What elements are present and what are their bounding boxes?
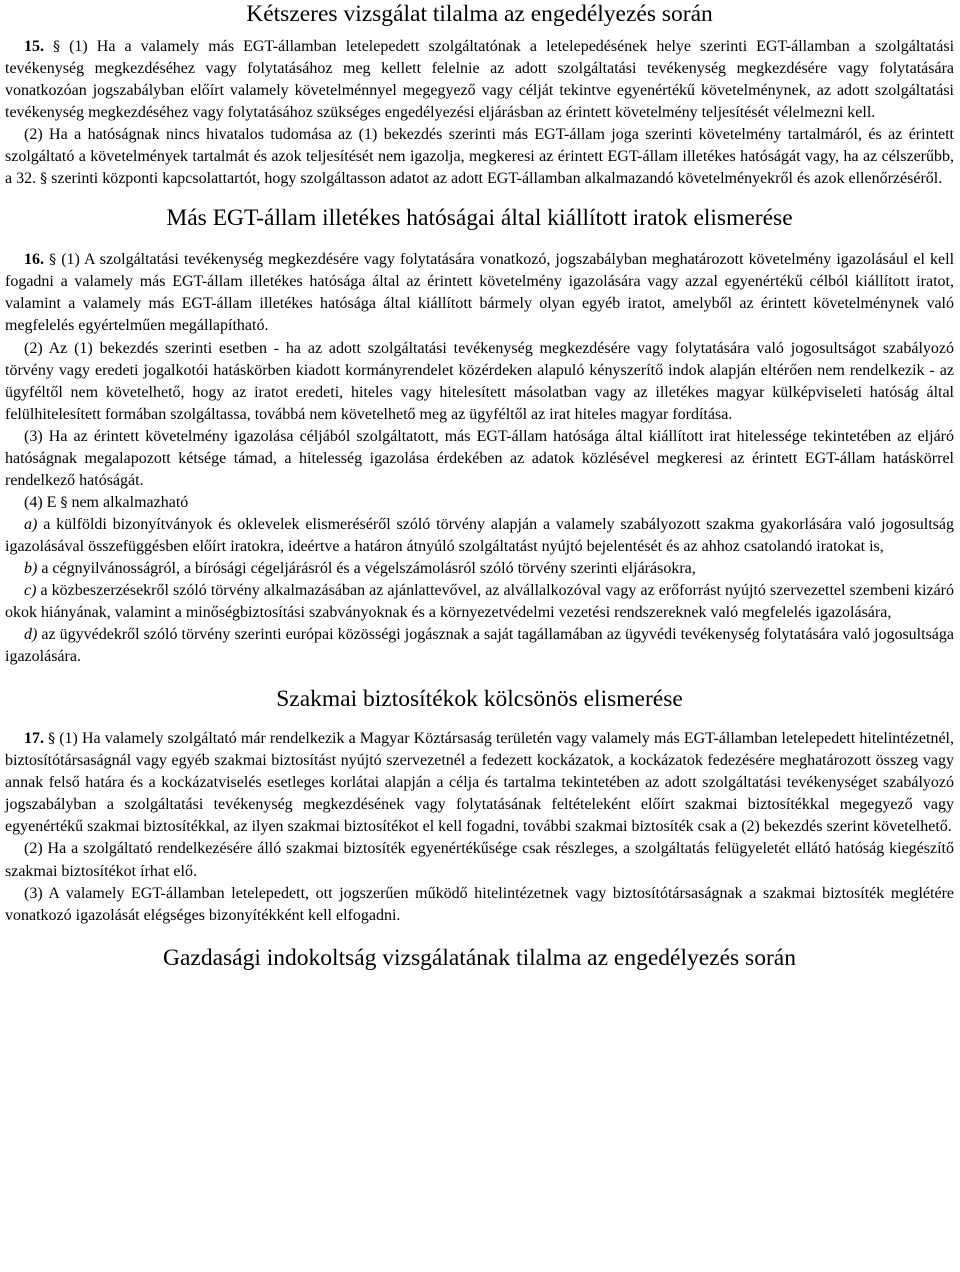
section-16-paragraph-1 — [5, 249, 954, 337]
section-number: 16. — [24, 251, 44, 269]
section-sign-icon: § — [60, 494, 68, 511]
section-16-paragraph-4 — [5, 492, 954, 514]
list-label: b) — [24, 559, 38, 577]
section-15-paragraph-2 — [5, 124, 954, 190]
list-item-b — [5, 558, 954, 580]
list-text: a külföldi bizonyítványok és oklevelek elismeréséről szóló törvény alapján a valamely szabályozott szakma gyakorlására való jogosultság igazolásával összefüggésben előírt iratokra, ideértve a határon átnyúló szolgáltatást nyújtó bejelentését és az ahhoz csatolandó iratokat is, — [5, 515, 955, 555]
paragraph-text: (2) Ha a hatóságnak nincs hivatalos tudomása az (1) bekezdés szerinti más EGT-állam joga szerinti követelmény tartalmáról, és az érintett szolgáltató a követelmények tartalmát és azok teljesítését nem igazolja, megkeresi az érintett EGT-állam illetékes hatóságát vagy, ha az célszerűbb, a 32. — [5, 126, 954, 188]
list-text: a közbeszerzésekről szóló törvény alkalmazásában az ajánlattevővel, az alvállalkozóval vagy az erőforrást nyújtó szervezettel szembeni kizáró okok hiányának, valamint a minőségbiztosítási szabványoknak és a környezetvédelmi vezetési rendszereknek való megfelelés igazolására, — [5, 582, 955, 622]
list-item-d — [5, 624, 954, 668]
section-number: 15. — [24, 38, 44, 55]
section-17-paragraph-2: (2) Ha a szolgáltató rendelkezésére álló szakmai biztosíték egyenértékűsége csak részleges, a szolgáltatás felügyeletét ellátó hatóság kiegészítő szakmai biztosítékot írhat elő. — [5, 840, 954, 880]
paragraph-text: szerinti központi kapcsolattartót, hogy szolgáltasson adatot az adott EGT-államban alkalmazandó követelményekről és azok ellenőrzéséről. — [51, 170, 943, 188]
heading-recognition-documents: Más EGT-állam illetékes hatóságai által kiállított iratok elismerése — [166, 205, 793, 232]
section-sign-icon: § — [53, 39, 61, 55]
list-item-c — [5, 580, 954, 624]
list-text: az ügyvédekről szóló törvény szerinti európai közösségi jogásznak a saját tagállamában az ügyvédi tevékenység folytatására való jogosultsága igazolására. — [5, 626, 954, 666]
paragraph-text: (1) A szolgáltatási tevékenység megkezdésére vagy folytatására vonatkozó, jogszabályban meghatározott követelmény igazolásául el kell fogadni a valamely más EGT-állam illetékes hatósága által az érintett követelmény igazolására vagy azzal egyenértékű célból kiállított iratot, valamint a valamely más EGT-állam illetékes hatósága által kiállított bármely olyan egyéb iratot, amelyből az érintett követelménynek való megfelelés egyértelműen megállapítható. — [5, 251, 955, 335]
paragraph-text: nem alkalmazható — [71, 493, 189, 511]
heading-double-examination: Kétszeres vizsgálat tilalma az engedélyezés során — [246, 1, 713, 27]
section-sign-icon: § — [40, 171, 48, 188]
section-16-paragraph-2: (2) Az (1) bekezdés szerinti esetben - ha az adott szolgáltatási tevékenység megkezdésére vagy folytatására való jogosultságot szabályozó törvény vagy eredeti jogalkotói hatáskörben kiadott kormányrendelet közérdeken alapuló kényszerítő indok alapján eltérően nem rendelkezik - az ügyféltől nem követelhető, hogy az iratot eredeti, hiteles vagy hitelesített másolatban vagy az illetékes magyar külképviseleti hatóság által felülhitelesített formában szolgáltassa, továbbá nem követelhető meg az ügyféltől az irat hiteles magyar fordítása. — [5, 339, 954, 423]
paragraph-text: (4) E — [24, 493, 57, 511]
section-sign-icon: § — [49, 252, 57, 269]
section-17-paragraph-3: (3) A valamely EGT-államban letelepedett, ott jogszerűen működő hitelintézetnek vagy biztosítótársaságnak a szakmai biztosíték meglétére vonatkozó igazolását elégséges bizonyítékként kell elfogadni. — [5, 884, 954, 924]
section-sign-icon: § — [48, 731, 56, 748]
list-item-a — [5, 514, 954, 558]
section-15-paragraph-1 — [5, 36, 954, 124]
section-number: 17. — [24, 730, 44, 748]
section-16-paragraph-3: (3) Ha az érintett követelmény igazolása céljából szolgáltatott, más EGT-állam hatósága által kiállított irat hitelessége tekintetében az eljáró hatóságnak megalapozott kétsége támad, a hitelesség igazolása érdekében az adatok közlésével megkeresi az érintett EGT-állam hatáskörrel rendelkező hatóságát. — [5, 427, 954, 489]
list-label: a) — [24, 515, 38, 533]
list-text: a cégnyilvánosságról, a bírósági cégeljárásról és a végelszámolásról szóló törvény szerinti eljárásokra, — [41, 559, 696, 577]
list-label: d) — [24, 626, 38, 644]
paragraph-text: (1) Ha a valamely más EGT-államban letelepedett szolgáltatónak a letelepedésének helye szerinti EGT-államban a szolgáltatási tevékenység megkezdéséhez vagy folytatásához meg kellett felelnie az adott szolgáltatási tevékenység megkezdésére vagy folytatására vonatkozóan jogszabályban előírt valamely követelménnyel megegyező vagy célját tekintve egyenértékű követelménynek, az adott szolgáltatási tevékenység megkezdéséhez vagy folytatásához szükséges engedélyezési eljárásban az érintett követelmény teljesítését vélelmezni kell. — [5, 38, 955, 122]
heading-professional-guarantees: Szakmai biztosítékok kölcsönös elismerése — [276, 686, 683, 713]
paragraph-text: (1) Ha valamely szolgáltató már rendelkezik a Magyar Köztársaság területén vagy valamely más EGT-államban letelepedett hitelintézetnél, biztosítótársaságnál vagy egyéb szakmai biztosítást nyújtó szervezetnél a fedezett kockázatok, a kockázatok fedezésére meghatározott összeg vagy annak felső határa és a kockázatviselés esetleges korlátai alapján a célja és tartalma tekintetében az adott szolgáltatási tevékenységet szabályozó jogszabályban a szolgáltatási tevékenység megkezdésének vagy folytatásának feltételeként előírt szakmai biztosítékkal megegyező vagy egyenértékű szakmai biztosítékkal, az ilyen szakmai biztosítékot el kell fogadni, további szakmai biztosíték csak a (2) bekezdés szerint követelhető. — [5, 730, 955, 836]
list-label: c) — [24, 582, 37, 600]
section-17-paragraph-1 — [5, 728, 954, 838]
heading-economic-justification: Gazdasági indokoltság vizsgálatának tilalma az engedélyezés során — [163, 944, 796, 971]
